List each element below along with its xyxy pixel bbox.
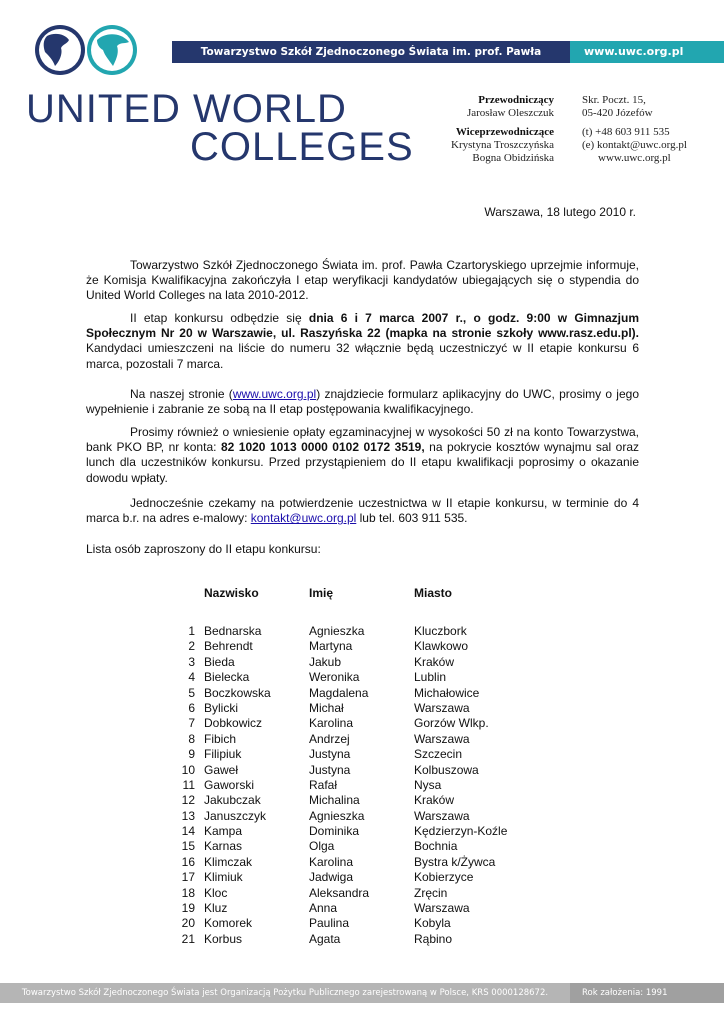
row-city: Kędzierzyn-Koźle xyxy=(414,824,508,839)
row-surname: Boczkowska xyxy=(204,685,271,700)
row-number: 5 xyxy=(188,685,195,700)
email-link[interactable]: kontakt@uwc.org.pl xyxy=(250,511,357,526)
row-city: Kobierzyce xyxy=(414,870,474,885)
row-number: 15 xyxy=(181,839,195,854)
row-name: Rafał xyxy=(309,777,338,792)
row-number: 6 xyxy=(188,700,195,715)
row-city: Warszawa xyxy=(414,808,470,823)
row-surname: Bielecka xyxy=(204,670,250,685)
paragraph-stage-two: II etap konkursu odbędzie się dnia 6 i 7 marca 2007 r., o godz. 9:00 w Gimnazjum Społecznym Nr 20 w Warszawie, ul. Raszyńska 22 (mapka na stronie szkoły www.rasz.edu.pl). Kandydaci umieszczeni na liście do numeru 32 włącznie będą uczestniczyć w II etapie konkursu 6 marca, pozostali 7 marca. xyxy=(86,311,640,371)
row-number: 17 xyxy=(181,870,195,885)
row-name: Jadwiga xyxy=(309,870,354,885)
row-name: Weronika xyxy=(309,670,360,685)
row-number: 4 xyxy=(188,670,195,685)
row-city: Kraków xyxy=(414,793,455,808)
list-intro: Lista osób zaproszony do II etapu konkursu: xyxy=(86,542,321,556)
row-surname: Gaweł xyxy=(204,762,239,777)
header-city: Miasto xyxy=(414,586,453,600)
row-city: Kluczbork xyxy=(414,624,467,638)
vice-block xyxy=(451,126,554,165)
row-name: Aleksandra xyxy=(309,885,370,900)
row-city: Bystra k/Żywca xyxy=(414,854,496,869)
paragraph-intro: Towarzystwo Szkół Zjednoczonego Świata im. prof. Pawła Czartoryskiego uprzejmie informuje, że Komisja Kwalifikacyjna zakończyła I etap weryfikacji kandydatów ubiegających się o stypendia do United World Colleges na lata 2010-2012. xyxy=(86,258,639,303)
row-name: Michalina xyxy=(309,793,360,808)
row-city: Warszawa xyxy=(414,700,470,715)
row-number: 10 xyxy=(181,762,195,777)
row-surname: Bednarska xyxy=(204,624,262,638)
row-name: Karolina xyxy=(309,716,354,731)
row-surname: Klimczak xyxy=(204,854,253,869)
header-band xyxy=(172,41,724,80)
row-name: Jakub xyxy=(309,654,342,669)
header-surname: Nazwisko xyxy=(204,586,259,600)
row-number: 8 xyxy=(188,731,195,746)
row-city: Zręcin xyxy=(414,885,448,900)
wordmark-line2: COLLEGES xyxy=(190,125,414,169)
paragraph-fee: Prosimy również o wniesienie opłaty egzaminacyjnej w wysokości 50 zł na konto Towarzystwa, bank PKO BP, nr konta: 82 1020 1013 0000 0102 0172 3519, na pokrycie kosztów wynajmu sal oraz lunch dla uczestników konkursu. Przed przystąpieniem do II etapu kwalifikacji poprosimy o okazanie dowodu wpłaty. xyxy=(86,425,640,485)
row-surname: Jakubczak xyxy=(204,793,261,808)
row-city: Klawkowo xyxy=(414,639,469,654)
row-surname: Januszczyk xyxy=(204,808,267,823)
row-name: Olga xyxy=(309,839,335,854)
row-name: Agnieszka xyxy=(309,808,365,823)
row-surname: Bieda xyxy=(204,654,235,669)
globe-left-icon xyxy=(35,25,85,75)
row-name: Dominika xyxy=(309,824,360,839)
row-surname: Kampa xyxy=(204,824,243,839)
chair-name: Jarosław Oleszczuk xyxy=(466,107,554,119)
row-city: Kolbuszowa xyxy=(414,762,479,777)
row-number: 18 xyxy=(181,885,195,900)
uwc-globes-logo xyxy=(33,22,139,78)
vice-name-2: Bogna Obidzińska xyxy=(472,152,554,164)
row-number: 21 xyxy=(181,931,195,946)
row-surname: Klimiuk xyxy=(204,870,243,885)
vice-title: Wiceprzewodniczące xyxy=(455,126,554,138)
chair-title: Przewodniczący xyxy=(478,94,554,106)
row-name: Martyna xyxy=(309,639,353,654)
row-name: Karolina xyxy=(309,854,354,869)
letter-date: Warszawa, 18 lutego 2010 r. xyxy=(484,205,636,219)
row-city: Nysa xyxy=(414,777,442,792)
wordmark-line1: UNITED WORLD xyxy=(26,87,347,131)
email[interactable]: (e) kontakt@uwc.org.pl xyxy=(582,139,687,151)
row-number: 7 xyxy=(188,716,195,731)
row-city: Kraków xyxy=(414,654,455,669)
row-city: Warszawa xyxy=(414,731,470,746)
row-number: 2 xyxy=(188,639,195,654)
row-city: Gorzów Wlkp. xyxy=(414,716,489,731)
row-surname: Karnas xyxy=(204,839,243,854)
stage-two-details: dnia 6 i 7 marca 2007 r., o godz. 9:00 w Gimnazjum Społecznym Nr 20 w Warszawie, ul. Raszyńska 22 (mapka na stronie szkoły www.rasz.edu.pl). xyxy=(86,311,640,341)
row-surname: Gaworski xyxy=(204,777,255,792)
row-city: Michałowice xyxy=(414,685,480,700)
row-city: Szczecin xyxy=(414,747,463,762)
row-number: 13 xyxy=(181,808,195,823)
row-city: Lublin xyxy=(414,670,447,685)
row-name: Agnieszka xyxy=(309,624,365,638)
website-link[interactable]: www.uwc.org.pl xyxy=(232,387,317,401)
row-number: 9 xyxy=(188,747,195,762)
row-surname: Kloc xyxy=(204,885,228,900)
row-number: 1 xyxy=(188,624,195,638)
site-link[interactable]: www.uwc.org.pl xyxy=(570,41,724,63)
paragraph-confirmation: Jednocześnie czekamy na potwierdzenie uczestnictwa w II etapie konkursu, w terminie do 4 marca b.r. na adres e-malowy: kontakt@uwc.org.pl lub tel. 603 911 535. xyxy=(86,496,639,526)
row-city: Kobyla xyxy=(414,916,451,931)
row-name: Andrzej xyxy=(309,731,350,746)
vice-name-1: Krystyna Troszczyńska xyxy=(451,139,554,151)
row-surname: Fibich xyxy=(204,731,237,746)
row-name: Magdalena xyxy=(309,685,369,700)
row-surname: Dobkowicz xyxy=(204,716,263,731)
org-name: Towarzystwo Szkół Zjednoczonego Świata im. prof. Pawła Czartoryskiego xyxy=(200,46,542,80)
row-name: Paulina xyxy=(309,916,350,931)
header-name: Imię xyxy=(309,586,334,600)
footer-founded: Rok założenia: 1991 xyxy=(570,983,724,1003)
paragraph-website: Na naszej stronie (www.uwc.org.pl) znajdziecie formularz aplikacyjny do UWC, prosimy o jego wypełnienie i zabranie ze sobą na II etap postępowania kwalifikacyjnego. xyxy=(86,387,639,417)
row-name: Justyna xyxy=(309,762,351,777)
row-city: Warszawa xyxy=(414,901,470,916)
row-number: 12 xyxy=(181,793,195,808)
phone: (t) +48 603 911 535 xyxy=(582,126,670,138)
row-name: Michał xyxy=(309,700,344,715)
row-surname: Behrendt xyxy=(204,639,253,654)
web[interactable]: www.uwc.org.pl xyxy=(598,152,671,164)
row-number: 3 xyxy=(188,654,195,669)
footer xyxy=(0,983,724,1003)
row-number: 14 xyxy=(181,824,195,839)
contact-block xyxy=(582,94,687,165)
chair-block xyxy=(467,94,554,120)
postcode: 05-420 Józefów xyxy=(582,107,653,119)
bank-account: 82 1020 1013 0000 0102 0172 3519, xyxy=(220,440,425,455)
row-number: 16 xyxy=(181,854,195,869)
row-city: Rąbino xyxy=(414,931,453,946)
row-city: Bochnia xyxy=(414,839,458,854)
po-box: Skr. Poczt. 15, xyxy=(582,94,646,106)
row-number: 11 xyxy=(182,777,195,792)
row-number: 19 xyxy=(181,901,195,916)
row-name: Agata xyxy=(309,931,341,946)
row-name: Anna xyxy=(309,901,338,916)
row-number: 20 xyxy=(181,916,195,931)
row-name: Justyna xyxy=(309,747,351,762)
row-surname: Korbus xyxy=(204,931,243,946)
row-surname: Filipiuk xyxy=(204,747,242,762)
footer-registration: Towarzystwo Szkół Zjednoczonego Świata jest Organizacją Pożytku Publicznego zarejestrowaną w Polsce, KRS 0000128672. xyxy=(21,988,549,998)
globe-right-icon xyxy=(87,25,137,75)
row-surname: Bylicki xyxy=(204,700,239,715)
row-surname: Kluz xyxy=(204,901,228,916)
row-surname: Komorek xyxy=(204,916,253,931)
